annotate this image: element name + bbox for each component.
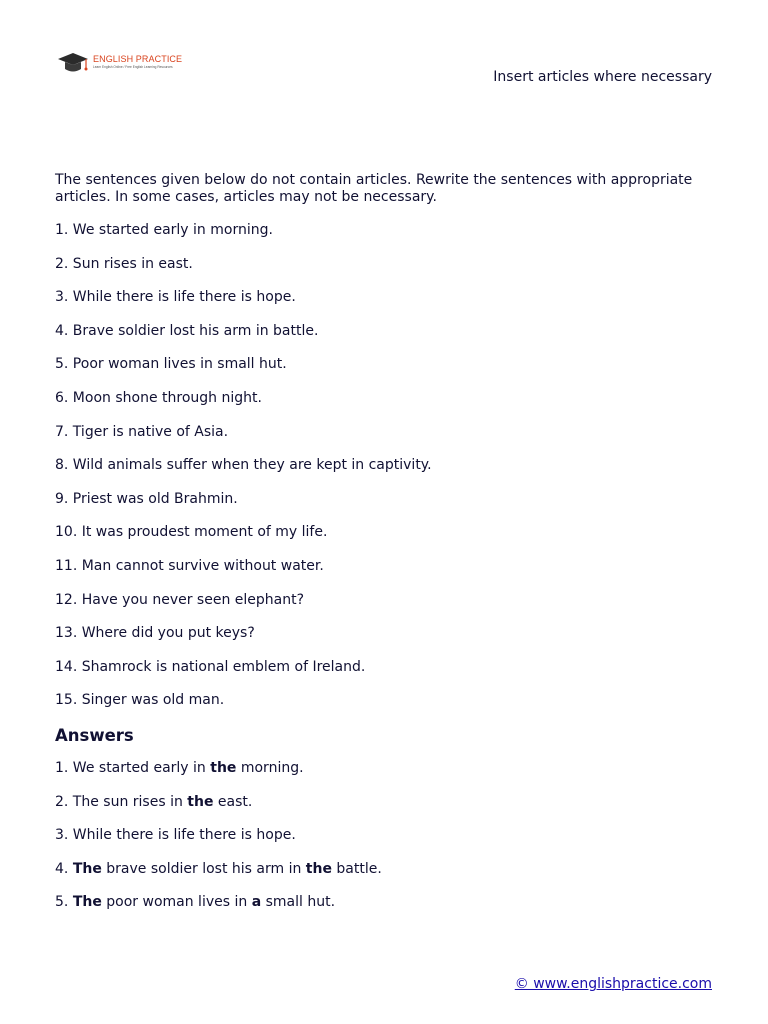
page-title: Insert articles where necessary xyxy=(493,69,712,85)
answer-text: brave soldier lost his arm in xyxy=(101,860,306,877)
answer-text: 3. While there is life there is hope. xyxy=(55,827,296,844)
footer-site-link[interactable]: © www.englishpractice.com xyxy=(514,976,712,992)
question-item: 12. Have you never seen elephant? xyxy=(55,591,305,608)
question-item: 1. We started early in morning. xyxy=(55,222,273,238)
answer-text: morning. xyxy=(236,759,304,776)
logo-tagline: Learn English Online / Free English Learning Resources xyxy=(93,65,173,69)
question-item: 13. Where did you put keys? xyxy=(55,625,255,642)
answer-text: battle. xyxy=(331,860,382,877)
answer-item xyxy=(55,827,715,861)
answer-article: the xyxy=(210,759,237,776)
question-item: 10. It was proudest moment of my life. xyxy=(55,524,328,541)
question-item: 4. Brave soldier lost his arm in battle. xyxy=(55,322,319,339)
answer-text: 5. xyxy=(55,894,73,911)
answer-text: 1. We started early in xyxy=(55,759,211,776)
question-item: 8. Wild animals suffer when they are kept in captivity. xyxy=(55,457,432,474)
question-item: 5. Poor woman lives in small hut. xyxy=(55,356,287,373)
answer-article: the xyxy=(187,793,214,810)
question-item: 6. Moon shone through night. xyxy=(55,389,262,406)
answer-item xyxy=(55,760,715,794)
answer-item xyxy=(55,861,715,895)
answer-article: The xyxy=(72,894,102,911)
question-item: 2. Sun rises in east. xyxy=(55,255,193,272)
site-logo[interactable] xyxy=(56,50,182,76)
answer-item xyxy=(55,894,715,928)
answer-article: The xyxy=(72,860,102,877)
answer-article: the xyxy=(305,860,332,877)
question-item: 9. Priest was old Brahmin. xyxy=(55,490,238,507)
answer-text: poor woman lives in xyxy=(101,894,252,911)
graduation-cap-icon xyxy=(56,50,90,76)
logo-name: ENGLISH PRACTICE xyxy=(93,54,183,64)
question-item: 3. While there is life there is hope. xyxy=(55,289,296,306)
answers-list xyxy=(55,760,715,928)
answer-item xyxy=(55,794,715,828)
questions-list xyxy=(55,222,715,726)
question-item: 11. Man cannot survive without water. xyxy=(55,557,324,574)
question-item: 15. Singer was old man. xyxy=(55,692,225,709)
instructions: The sentences given below do not contain articles. Rewrite the sentences with appropriate articles. In some cases, articles may not be necessary. xyxy=(55,172,693,205)
footer xyxy=(515,976,712,992)
answer-article: a xyxy=(251,894,262,911)
answer-text: 2. The sun rises in xyxy=(55,793,188,810)
answers-heading: Answers xyxy=(55,725,134,745)
question-item: 7. Tiger is native of Asia. xyxy=(55,423,229,440)
answer-text: small hut. xyxy=(261,894,336,911)
answer-text: 4. xyxy=(55,860,73,877)
question-item: 14. Shamrock is national emblem of Ireland. xyxy=(55,658,366,675)
answer-text: east. xyxy=(213,793,253,810)
worksheet-content xyxy=(55,172,715,928)
